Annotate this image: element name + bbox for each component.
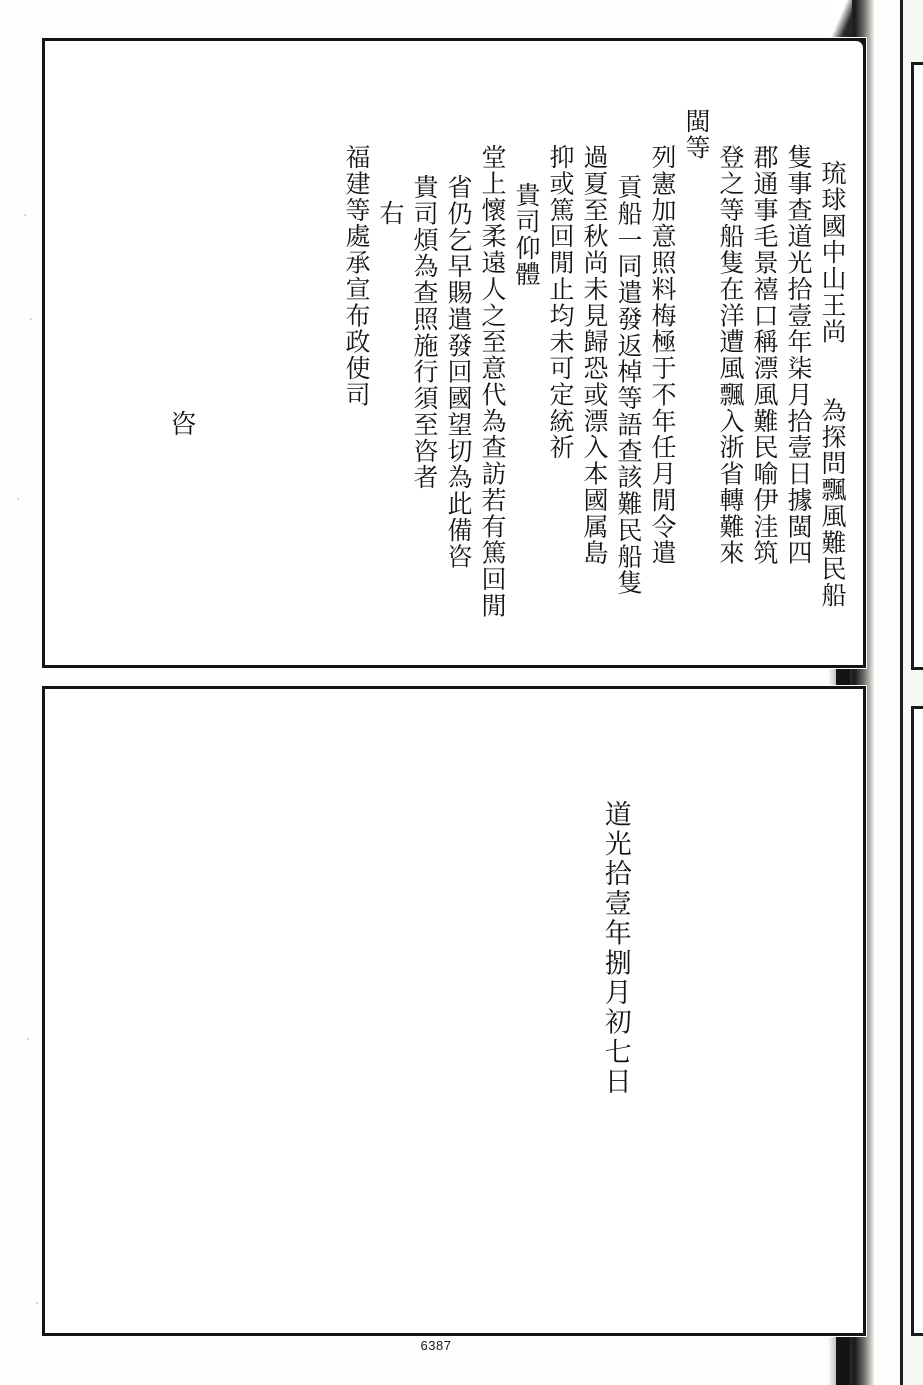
paper-speck	[27, 1038, 29, 1040]
paper-speck	[17, 498, 19, 500]
text-column: 登之等船隻在洋遭風飄入浙省轉難來	[716, 144, 745, 566]
facing-page-frame-bottom	[911, 706, 923, 1336]
text-column: 道光拾壹年捌月初七日	[599, 800, 631, 1097]
text-column: 列憲加意照料梅極于不年任月閒令遣	[648, 144, 677, 566]
facing-page-frame-top	[911, 62, 923, 670]
bottom-text-frame	[42, 686, 866, 1336]
text-column: 過夏至秋尚未見歸恐或漂入本國属島	[580, 144, 609, 566]
text-column: 郡通事毛景禧口稱漂風難民喻伊洼筑	[750, 144, 779, 566]
text-column: 堂上懷柔遠人之至意代為查訪若有篤回閒	[478, 144, 507, 619]
text-column: 抑或篤回閒止均未可定統祈	[546, 144, 575, 461]
text-column: 省仍乞早賜遣發回國望切為此備咨	[444, 174, 473, 570]
signature-character: 咨	[166, 410, 196, 439]
text-column: 右	[376, 200, 405, 227]
paper-speck	[30, 318, 32, 320]
text-column: 閩等	[682, 108, 711, 161]
text-column: 隻事查道光拾壹年柒月拾壹日據閩四	[784, 144, 813, 566]
text-column: 琉球國中山王尚 為探問飄風難民船	[818, 160, 847, 609]
top-document-text	[56, 52, 846, 648]
paper-speck	[36, 1302, 38, 1304]
page-number: 6387	[420, 1338, 452, 1353]
bottom-document-text	[600, 800, 720, 1160]
text-column: 福建等處承宣布政使司	[342, 144, 371, 408]
text-column: 貴司仰體	[512, 182, 541, 288]
text-column: 貴司煩為查照施行須至咨者	[410, 174, 439, 491]
paper-speck	[24, 214, 26, 216]
text-column: 貢船一同遣發返棹等語查該難民船隻	[614, 174, 643, 596]
